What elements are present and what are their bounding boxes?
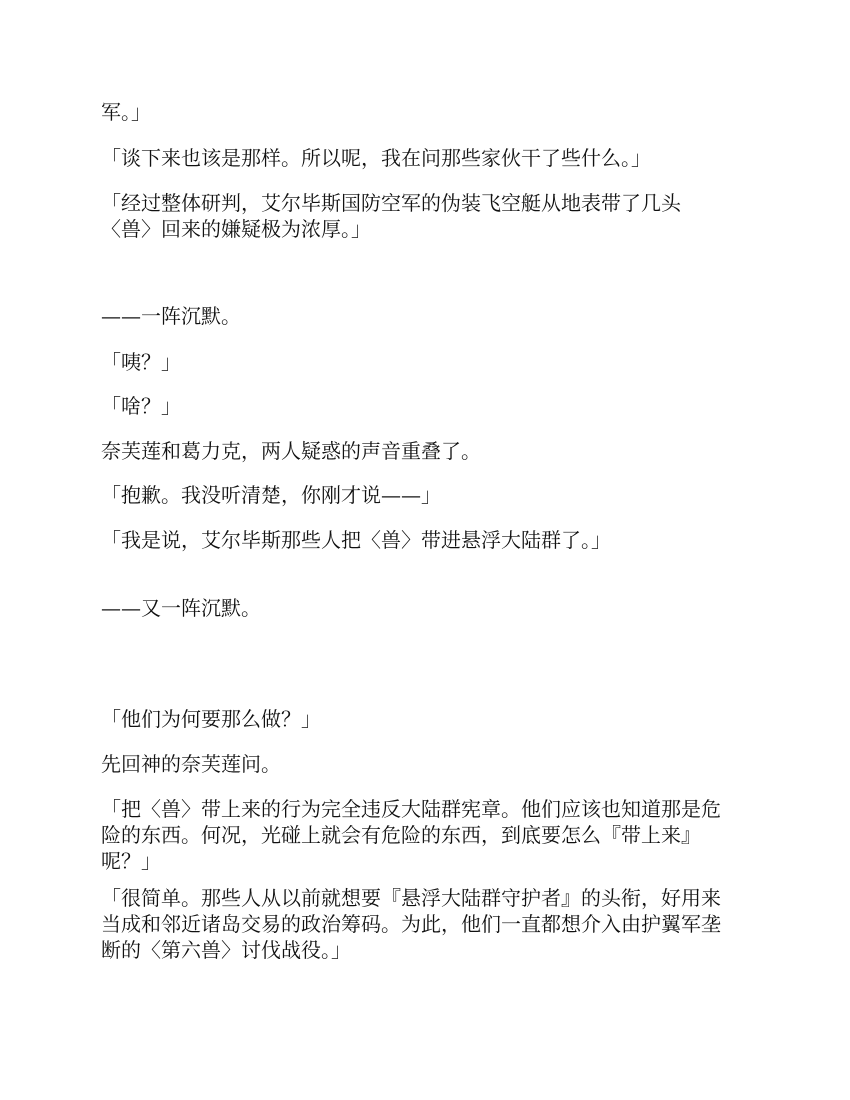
paragraph-4 (101, 303, 751, 329)
paragraph-3 (101, 190, 751, 242)
paragraph-1 (101, 99, 751, 125)
line: ——一阵沉默。 (101, 304, 241, 328)
line: 奈芙莲和葛力克，两人疑惑的声音重叠了。 (101, 439, 481, 463)
line: 「他们为何要那么做？」 (101, 707, 321, 731)
line: 当成和邻近诸岛交易的政治筹码。为此，他们一直都想介入由护翼军垄 (101, 912, 721, 936)
line: 「抱歉。我没听清楚，你刚才说——」 (101, 483, 441, 507)
paragraph-8 (101, 482, 751, 508)
paragraph-13 (101, 796, 751, 874)
paragraph-14 (101, 885, 751, 963)
line: 「把〈兽〉带上来的行为完全违反大陆群宪章。他们应该也知道那是危 (101, 797, 721, 821)
paragraph-9 (101, 527, 751, 553)
paragraph-12 (101, 751, 751, 777)
paragraph-7 (101, 438, 751, 464)
paragraph-11 (101, 706, 751, 732)
line: 断的〈第六兽〉讨伐战役。」 (101, 938, 351, 962)
line: 军。」 (101, 100, 151, 124)
line: 「谈下来也该是那样。所以呢，我在问那些家伙干了些什么。」 (101, 146, 651, 170)
paragraph-6 (101, 393, 751, 419)
line: ——又一阵沉默。 (101, 596, 261, 620)
line: 「经过整体研判，艾尔毕斯国防空军的伪装飞空艇从地表带了几头 (101, 191, 681, 215)
line: 〈兽〉回来的嫌疑极为浓厚。」 (101, 217, 371, 241)
paragraph-10 (101, 595, 751, 621)
line: 先回神的奈芙莲问。 (101, 752, 281, 776)
line: 「啥？」 (101, 394, 181, 418)
line: 「咦？」 (101, 350, 181, 374)
line: 「我是说，艾尔毕斯那些人把〈兽〉带进悬浮大陆群了。」 (101, 528, 611, 552)
line: 「很简单。那些人从以前就想要『悬浮大陆群守护者』的头衔，好用来 (101, 886, 721, 910)
line: 险的东西。何况，光碰上就会有危险的东西，到底要怎么『带上来』 (101, 823, 701, 847)
paragraph-5 (101, 349, 751, 375)
paragraph-2 (101, 145, 751, 171)
line: 呢？」 (101, 849, 161, 873)
